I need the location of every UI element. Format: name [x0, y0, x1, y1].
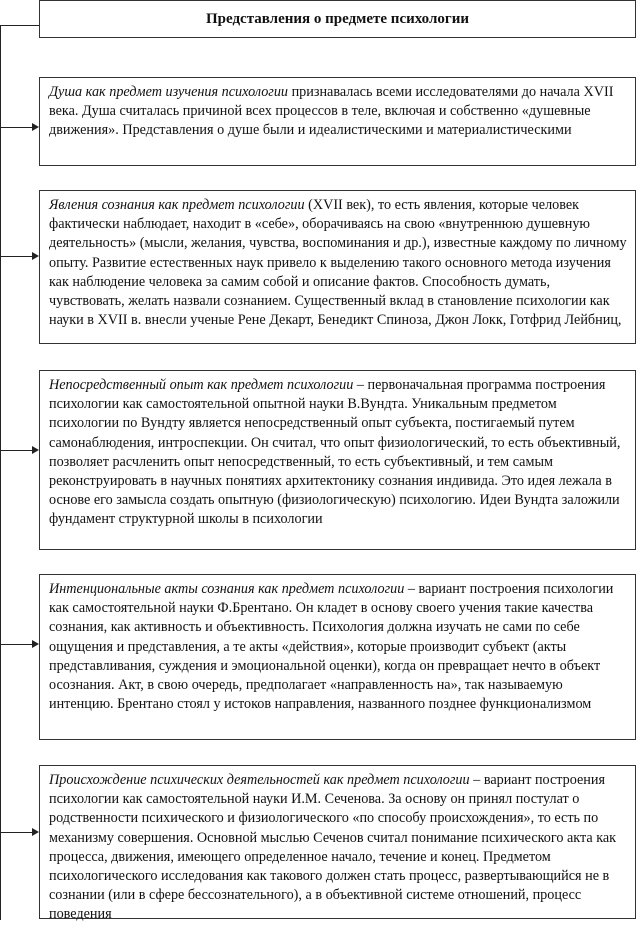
concept-description: (XVII век), то есть явления, которые человек фактически наблюдает, находит в «себе», оборачиваясь на свою «внутреннюю душевную деятельность» (мысли, желания, чувства, воспоминания и др.), известные каждому по личному опыту. Развитие естественных наук привело к выделению такого основного метода изучения как наблюдение человека за самим собой и описание фактов. Способность думать, чувствовать, желать назвали сознанием. Существенный вклад в становление психологии как науки в XVII в. внесли ученые Рене Декарт, Бенедикт Спиноза, Джон Локк, Готфрид Лейбниц,: [49, 197, 627, 329]
concept-box-direct-experience: [39, 370, 636, 550]
diagram-title: Представления о предмете психологии: [205, 10, 469, 27]
concept-box-consciousness: [39, 190, 636, 344]
concept-description: – вариант построения психологии как самостоятельной науки И.М. Сеченова. За основу он принял постулат о родственности психического и физиологического «по способу происхождения», то есть по механизму совершения. Основной мыслью Сеченов считал понимание психического акта как процесса, движения, имеющего определенное начало, течение и конец. Предметом психологического исследования как такового должен стать процесс, развертывающийся не в сознании (или в сфере бессознательного), а в объективной системе отношений, процесс поведения: [49, 772, 617, 923]
concept-description: – вариант построения психологии как самостоятельной науки Ф.Брентано. Он кладет в основу своего учения такие качества сознания, как активность и объективность. Психология должна изучать не сами по себе ощущения и представления, а те акты «действия», которые производит субъект (акты представливания, суждения и эмоциональной оценки), когда он превращает нечто в объект осознания. Акт, в свою очередь, предполагает «направленность на», так называемую интенцию. Брентано стоял у истоков направления, названного позднее функционализмом: [49, 581, 614, 713]
concept-box-soul: [39, 77, 636, 166]
concept-heading: Происхождение психических деятельностей как предмет психологии: [49, 772, 470, 788]
concept-text: [40, 371, 635, 534]
arrow-icon: [0, 252, 39, 261]
arrow-icon: [0, 828, 39, 837]
concept-box-intentional-acts: [39, 574, 636, 740]
connector-title-line: [0, 25, 39, 26]
concept-text: [40, 575, 635, 718]
concept-heading: Непосредственный опыт как предмет психологии: [49, 377, 354, 393]
concept-heading: Явления сознания как предмет психологии: [49, 197, 305, 213]
concept-text: [40, 78, 635, 145]
concept-description: признавалась всеми исследователями до начала XVII века. Душа считалась причиной всех процессов в теле, включая и собственно «душевные движения». Представления о душе были и идеалистическими и материалистическими: [49, 84, 614, 139]
concept-heading: Интенциональные акты сознания как предмет психологии: [49, 581, 405, 597]
concept-description: – первоначальная программа построения психологии как самостоятельной опытной науки В.Вундта. Уникальным предметом психологии по Вундту является непосредственный опыт субъекта, постигаемый путем самонаблюдения, интроспекции. Он считал, что опыт физиологический, то есть объективный, позволяет расчленить опыт непосредственный, то есть субъективный, и тем самым реконструировать в научных понятиях архитектонику сознания индивида. Это идея лежала в основе его замысла создать опытную (физиологическую) психологию. Идеи Вундта заложили фундамент структурной школы в психологии: [49, 377, 621, 528]
concept-text: [40, 766, 635, 929]
arrow-icon: [0, 640, 39, 649]
arrow-icon: [0, 123, 39, 132]
concept-box-origin-of-activities: [39, 765, 636, 923]
concept-text: [40, 191, 635, 334]
connector-trunk-line: [0, 25, 1, 920]
arrow-icon: [0, 446, 39, 455]
title-box: [39, 0, 636, 38]
concept-heading: Душа как предмет изучения психологии: [49, 84, 289, 100]
